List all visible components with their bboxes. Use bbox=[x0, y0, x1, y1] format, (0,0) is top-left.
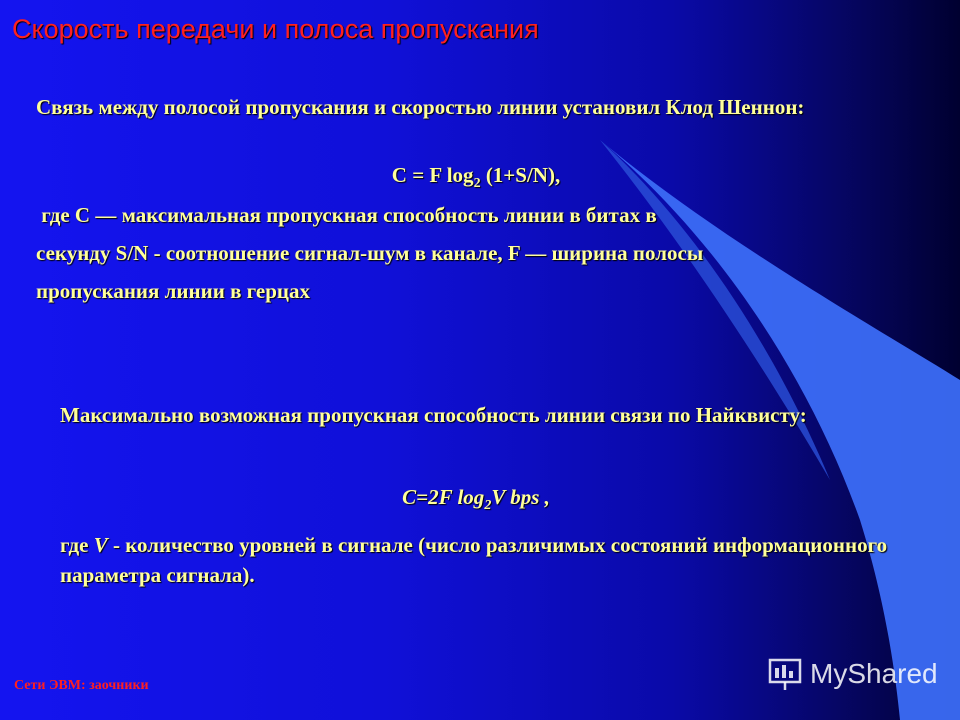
logo-text: MyShared bbox=[810, 658, 938, 689]
definition-line-3: пропускания линии в герцах bbox=[36, 279, 311, 303]
slide-footer: Сети ЭВМ: заочники bbox=[14, 678, 149, 693]
formula-shannon-lhs: C = F log bbox=[391, 163, 474, 187]
paragraph-nyquist bbox=[60, 400, 894, 430]
definition-line-2: секунду S/N - соотношение сигнал-шум в канале, F –– ширина полосы bbox=[36, 241, 704, 265]
slide-title: Скорость передачи и полоса пропускания bbox=[12, 14, 539, 44]
formula-shannon-rhs: (1+S/N), bbox=[480, 163, 561, 187]
shannon-definitions bbox=[36, 200, 916, 306]
levels-variable-v: V bbox=[93, 533, 108, 557]
nyquist-intro-text: Максимально возможная пропускная способность линии связи по Найквисту: bbox=[60, 403, 807, 427]
paragraph-shannon bbox=[36, 92, 916, 122]
formula-nyquist-lhs: C=2F log bbox=[402, 485, 485, 509]
formula-nyquist-rhs: V bps , bbox=[491, 485, 550, 509]
paragraph-levels bbox=[60, 530, 900, 590]
formula-shannon bbox=[36, 160, 916, 199]
presentation-screen-icon bbox=[766, 654, 806, 694]
definition-line-1: где С –– максимальная пропускная способность линии в битах в bbox=[36, 203, 657, 227]
levels-text-start: где bbox=[60, 533, 94, 557]
formula-nyquist-sub: 2 bbox=[484, 498, 492, 514]
formula-shannon-sub: 2 bbox=[473, 176, 481, 192]
shannon-intro-text: Связь между полосой пропускания и скоростью линии установил Клод Шеннон: bbox=[36, 95, 805, 119]
formula-nyquist bbox=[36, 482, 916, 521]
levels-text-rest: - количество уровней в сигнале (число различимых состояний информационного параметра сигнала). bbox=[60, 533, 888, 587]
myshared-logo bbox=[766, 654, 946, 694]
